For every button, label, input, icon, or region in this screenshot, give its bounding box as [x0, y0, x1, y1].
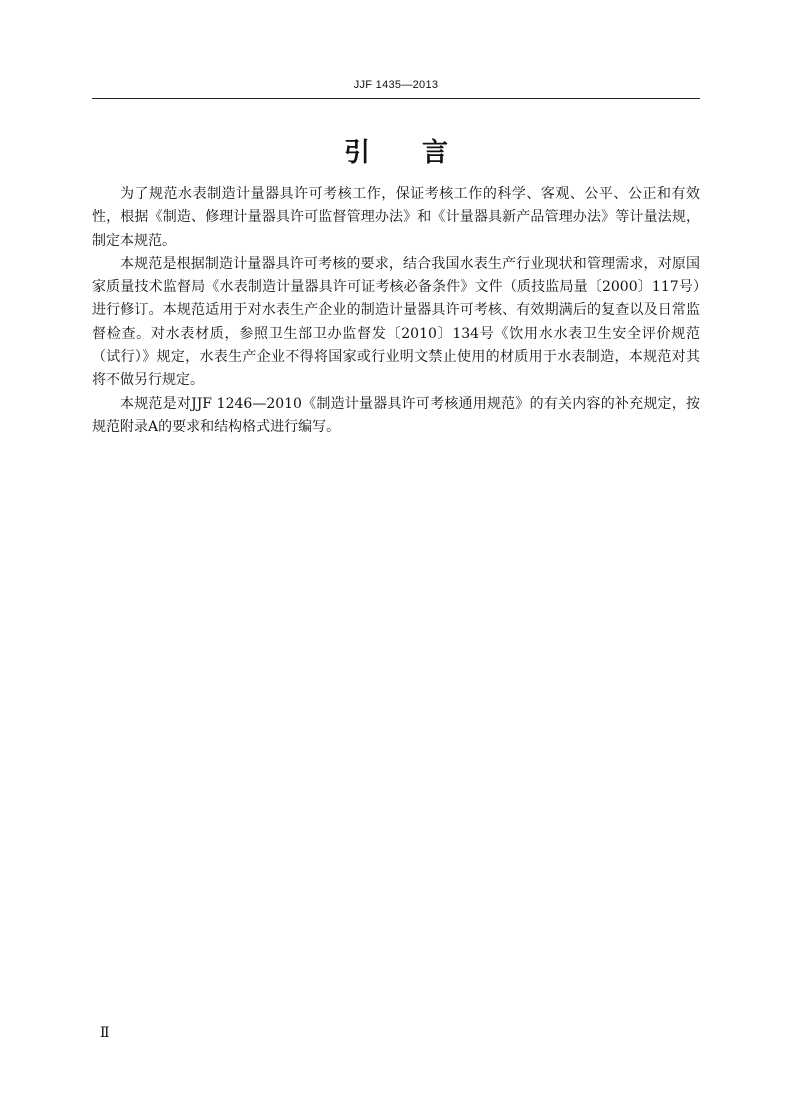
page-title	[92, 132, 700, 169]
paragraph-3: 本规范是对JJF 1246—2010《制造计量器具许可考核通用规范》的有关内容的补充规定，按规范附录A的要求和结构格式进行编写。	[92, 395, 700, 435]
title-char-1: 引	[343, 138, 370, 168]
page-number: Ⅱ	[100, 1025, 110, 1041]
paragraph-2: 本规范是根据制造计量器具许可考核的要求，结合我国水表生产行业现状和管理需求，对原国家质量技术监督局《水表制造计量器具许可证考核必备条件》文件（质技监局量〔2000〕117号）进行修订。本规范适用于对水表生产企业的制造计量器具许可考核、有效期满后的复查以及日常监督检查。对水表材质，参照卫生部卫办监督发〔2010〕134号《饮用水水表卫生安全评价规范（试行）》规定，水表生产企业不得将国家或行业明文禁止使用的材质用于水表制造，本规范对其将不做另行规定。	[92, 255, 700, 389]
header-rule	[92, 98, 700, 99]
paragraph-1: 为了规范水表制造计量器具许可考核工作，保证考核工作的科学、客观、公平、公正和有效性，根据《制造、修理计量器具许可监督管理办法》和《计量器具新产品管理办法》等计量法规，制定本规范。	[92, 186, 700, 249]
running-header: JJF 1435—2013	[353, 79, 439, 91]
body-text	[92, 183, 700, 439]
title-char-2: 言	[422, 138, 449, 168]
